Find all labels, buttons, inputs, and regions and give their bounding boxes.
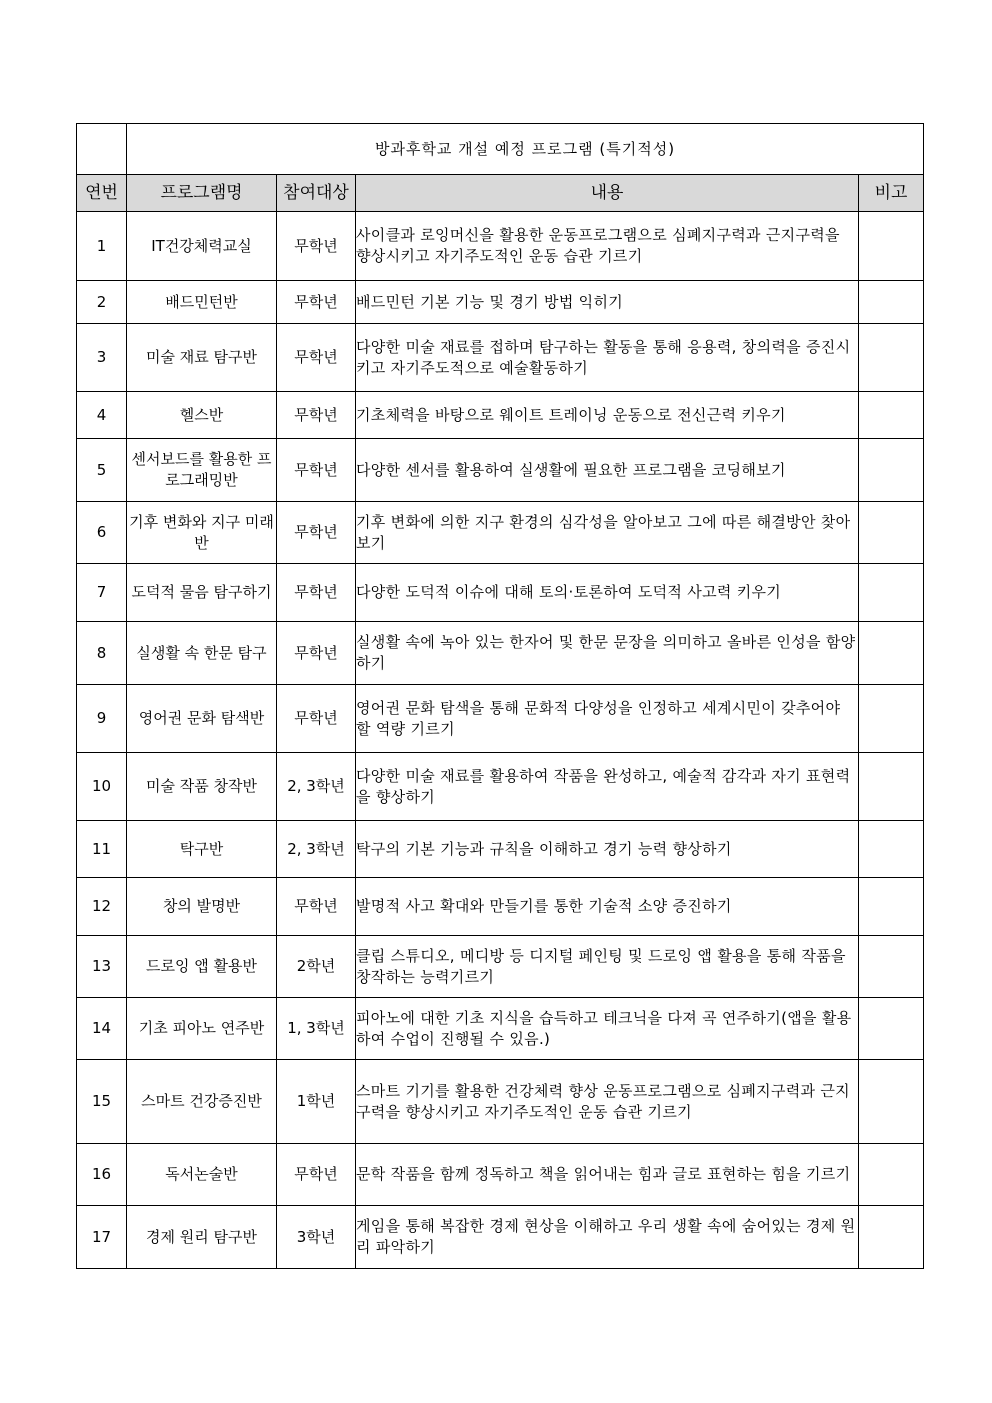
cell-program-name: 실생활 속 한문 탐구 bbox=[127, 622, 277, 685]
cell-program-name: 독서논술반 bbox=[127, 1144, 277, 1206]
cell-note bbox=[859, 212, 924, 281]
cell-content: 다양한 센서를 활용하여 실생활에 필요한 프로그램을 코딩해보기 bbox=[356, 439, 859, 502]
cell-content: 사이클과 로잉머신을 활용한 운동프로그램으로 심폐지구력과 근지구력을 향상시키고 자기주도적인 운동 습관 기르기 bbox=[356, 212, 859, 281]
cell-note bbox=[859, 502, 924, 564]
cell-target: 무학년 bbox=[277, 439, 356, 502]
table-row bbox=[77, 622, 924, 685]
cell-content: 기후 변화에 의한 지구 환경의 심각성을 알아보고 그에 따른 해결방안 찾아보기 bbox=[356, 502, 859, 564]
cell-target: 2, 3학년 bbox=[277, 821, 356, 878]
cell-target: 무학년 bbox=[277, 1144, 356, 1206]
cell-row-number: 15 bbox=[77, 1060, 127, 1144]
cell-row-number: 3 bbox=[77, 324, 127, 392]
cell-note bbox=[859, 821, 924, 878]
cell-note bbox=[859, 324, 924, 392]
cell-note bbox=[859, 878, 924, 936]
cell-content: 탁구의 기본 기능과 규칙을 이해하고 경기 능력 향상하기 bbox=[356, 821, 859, 878]
table-row bbox=[77, 878, 924, 936]
table-row bbox=[77, 821, 924, 878]
header-no: 연번 bbox=[77, 175, 127, 212]
header-row bbox=[77, 175, 924, 212]
cell-program-name: IT건강체력교실 bbox=[127, 212, 277, 281]
table-body bbox=[77, 124, 924, 1269]
cell-content: 다양한 미술 재료를 활용하여 작품을 완성하고, 예술적 감각과 자기 표현력을 향상하기 bbox=[356, 753, 859, 821]
cell-content: 게임을 통해 복잡한 경제 현상을 이해하고 우리 생활 속에 숨어있는 경제 원리 파악하기 bbox=[356, 1206, 859, 1269]
table-row bbox=[77, 392, 924, 439]
cell-content: 발명적 사고 확대와 만들기를 통한 기술적 소양 증진하기 bbox=[356, 878, 859, 936]
cell-target: 무학년 bbox=[277, 392, 356, 439]
cell-row-number: 16 bbox=[77, 1144, 127, 1206]
cell-target: 무학년 bbox=[277, 502, 356, 564]
cell-target: 1, 3학년 bbox=[277, 998, 356, 1060]
table-row bbox=[77, 439, 924, 502]
cell-program-name: 도덕적 물음 탐구하기 bbox=[127, 564, 277, 622]
cell-note bbox=[859, 998, 924, 1060]
table-row bbox=[77, 1206, 924, 1269]
cell-row-number: 11 bbox=[77, 821, 127, 878]
cell-target: 3학년 bbox=[277, 1206, 356, 1269]
cell-target: 무학년 bbox=[277, 564, 356, 622]
cell-note bbox=[859, 281, 924, 324]
title-row bbox=[77, 124, 924, 175]
header-note: 비고 bbox=[859, 175, 924, 212]
cell-target: 무학년 bbox=[277, 685, 356, 753]
cell-content: 영어권 문화 탐색을 통해 문화적 다양성을 인정하고 세계시민이 갖추어야 할 역량 기르기 bbox=[356, 685, 859, 753]
cell-target: 2학년 bbox=[277, 936, 356, 998]
cell-note bbox=[859, 392, 924, 439]
cell-content: 배드민턴 기본 기능 및 경기 방법 익히기 bbox=[356, 281, 859, 324]
cell-program-name: 미술 재료 탐구반 bbox=[127, 324, 277, 392]
table-row bbox=[77, 281, 924, 324]
cell-note bbox=[859, 753, 924, 821]
cell-note bbox=[859, 685, 924, 753]
program-table bbox=[76, 123, 924, 1269]
cell-row-number: 6 bbox=[77, 502, 127, 564]
cell-row-number: 8 bbox=[77, 622, 127, 685]
table-row bbox=[77, 212, 924, 281]
cell-note bbox=[859, 936, 924, 998]
table-row bbox=[77, 685, 924, 753]
header-program-name: 프로그램명 bbox=[127, 175, 277, 212]
cell-content: 다양한 미술 재료를 접하며 탐구하는 활동을 통해 응용력, 창의력을 증진시키고 자기주도적으로 예술활동하기 bbox=[356, 324, 859, 392]
cell-target: 무학년 bbox=[277, 281, 356, 324]
header-content: 내용 bbox=[356, 175, 859, 212]
cell-row-number: 12 bbox=[77, 878, 127, 936]
cell-program-name: 기초 피아노 연주반 bbox=[127, 998, 277, 1060]
cell-target: 2, 3학년 bbox=[277, 753, 356, 821]
cell-row-number: 2 bbox=[77, 281, 127, 324]
cell-program-name: 헬스반 bbox=[127, 392, 277, 439]
cell-program-name: 창의 발명반 bbox=[127, 878, 277, 936]
table-row bbox=[77, 502, 924, 564]
cell-target: 무학년 bbox=[277, 878, 356, 936]
cell-target: 1학년 bbox=[277, 1060, 356, 1144]
cell-program-name: 스마트 건강증진반 bbox=[127, 1060, 277, 1144]
cell-content: 기초체력을 바탕으로 웨이트 트레이닝 운동으로 전신근력 키우기 bbox=[356, 392, 859, 439]
cell-program-name: 경제 원리 탐구반 bbox=[127, 1206, 277, 1269]
cell-content: 문학 작품을 함께 정독하고 책을 읽어내는 힘과 글로 표현하는 힘을 기르기 bbox=[356, 1144, 859, 1206]
cell-program-name: 영어권 문화 탐색반 bbox=[127, 685, 277, 753]
cell-note bbox=[859, 439, 924, 502]
table-row bbox=[77, 1060, 924, 1144]
cell-row-number: 14 bbox=[77, 998, 127, 1060]
cell-note bbox=[859, 1144, 924, 1206]
cell-row-number: 9 bbox=[77, 685, 127, 753]
cell-note bbox=[859, 564, 924, 622]
cell-target: 무학년 bbox=[277, 324, 356, 392]
cell-program-name: 센서보드를 활용한 프로그래밍반 bbox=[127, 439, 277, 502]
table-title: 방과후학교 개설 예정 프로그램 (특기적성) bbox=[127, 124, 924, 175]
header-target: 참여대상 bbox=[277, 175, 356, 212]
table-row bbox=[77, 324, 924, 392]
cell-program-name: 미술 작품 창작반 bbox=[127, 753, 277, 821]
table-row bbox=[77, 753, 924, 821]
cell-row-number: 1 bbox=[77, 212, 127, 281]
cell-program-name: 탁구반 bbox=[127, 821, 277, 878]
table-row bbox=[77, 936, 924, 998]
table-row bbox=[77, 564, 924, 622]
cell-program-name: 배드민턴반 bbox=[127, 281, 277, 324]
cell-note bbox=[859, 622, 924, 685]
cell-note bbox=[859, 1060, 924, 1144]
cell-content: 피아노에 대한 기초 지식을 습득하고 테크닉을 다져 곡 연주하기(앱을 활용하여 수업이 진행될 수 있음.) bbox=[356, 998, 859, 1060]
cell-row-number: 4 bbox=[77, 392, 127, 439]
cell-target: 무학년 bbox=[277, 212, 356, 281]
title-blank-cell bbox=[77, 124, 127, 175]
cell-program-name: 드로잉 앱 활용반 bbox=[127, 936, 277, 998]
table-row bbox=[77, 998, 924, 1060]
cell-content: 다양한 도덕적 이슈에 대해 토의·토론하여 도덕적 사고력 키우기 bbox=[356, 564, 859, 622]
cell-row-number: 7 bbox=[77, 564, 127, 622]
cell-content: 스마트 기기를 활용한 건강체력 향상 운동프로그램으로 심폐지구력과 근지구력을 향상시키고 자기주도적인 운동 습관 기르기 bbox=[356, 1060, 859, 1144]
cell-target: 무학년 bbox=[277, 622, 356, 685]
cell-program-name: 기후 변화와 지구 미래반 bbox=[127, 502, 277, 564]
cell-note bbox=[859, 1206, 924, 1269]
cell-row-number: 10 bbox=[77, 753, 127, 821]
cell-content: 실생활 속에 녹아 있는 한자어 및 한문 문장을 의미하고 올바른 인성을 함양하기 bbox=[356, 622, 859, 685]
cell-row-number: 17 bbox=[77, 1206, 127, 1269]
cell-row-number: 5 bbox=[77, 439, 127, 502]
cell-content: 클립 스튜디오, 메디방 등 디지털 페인팅 및 드로잉 앱 활용을 통해 작품을 창작하는 능력기르기 bbox=[356, 936, 859, 998]
cell-row-number: 13 bbox=[77, 936, 127, 998]
table-row bbox=[77, 1144, 924, 1206]
